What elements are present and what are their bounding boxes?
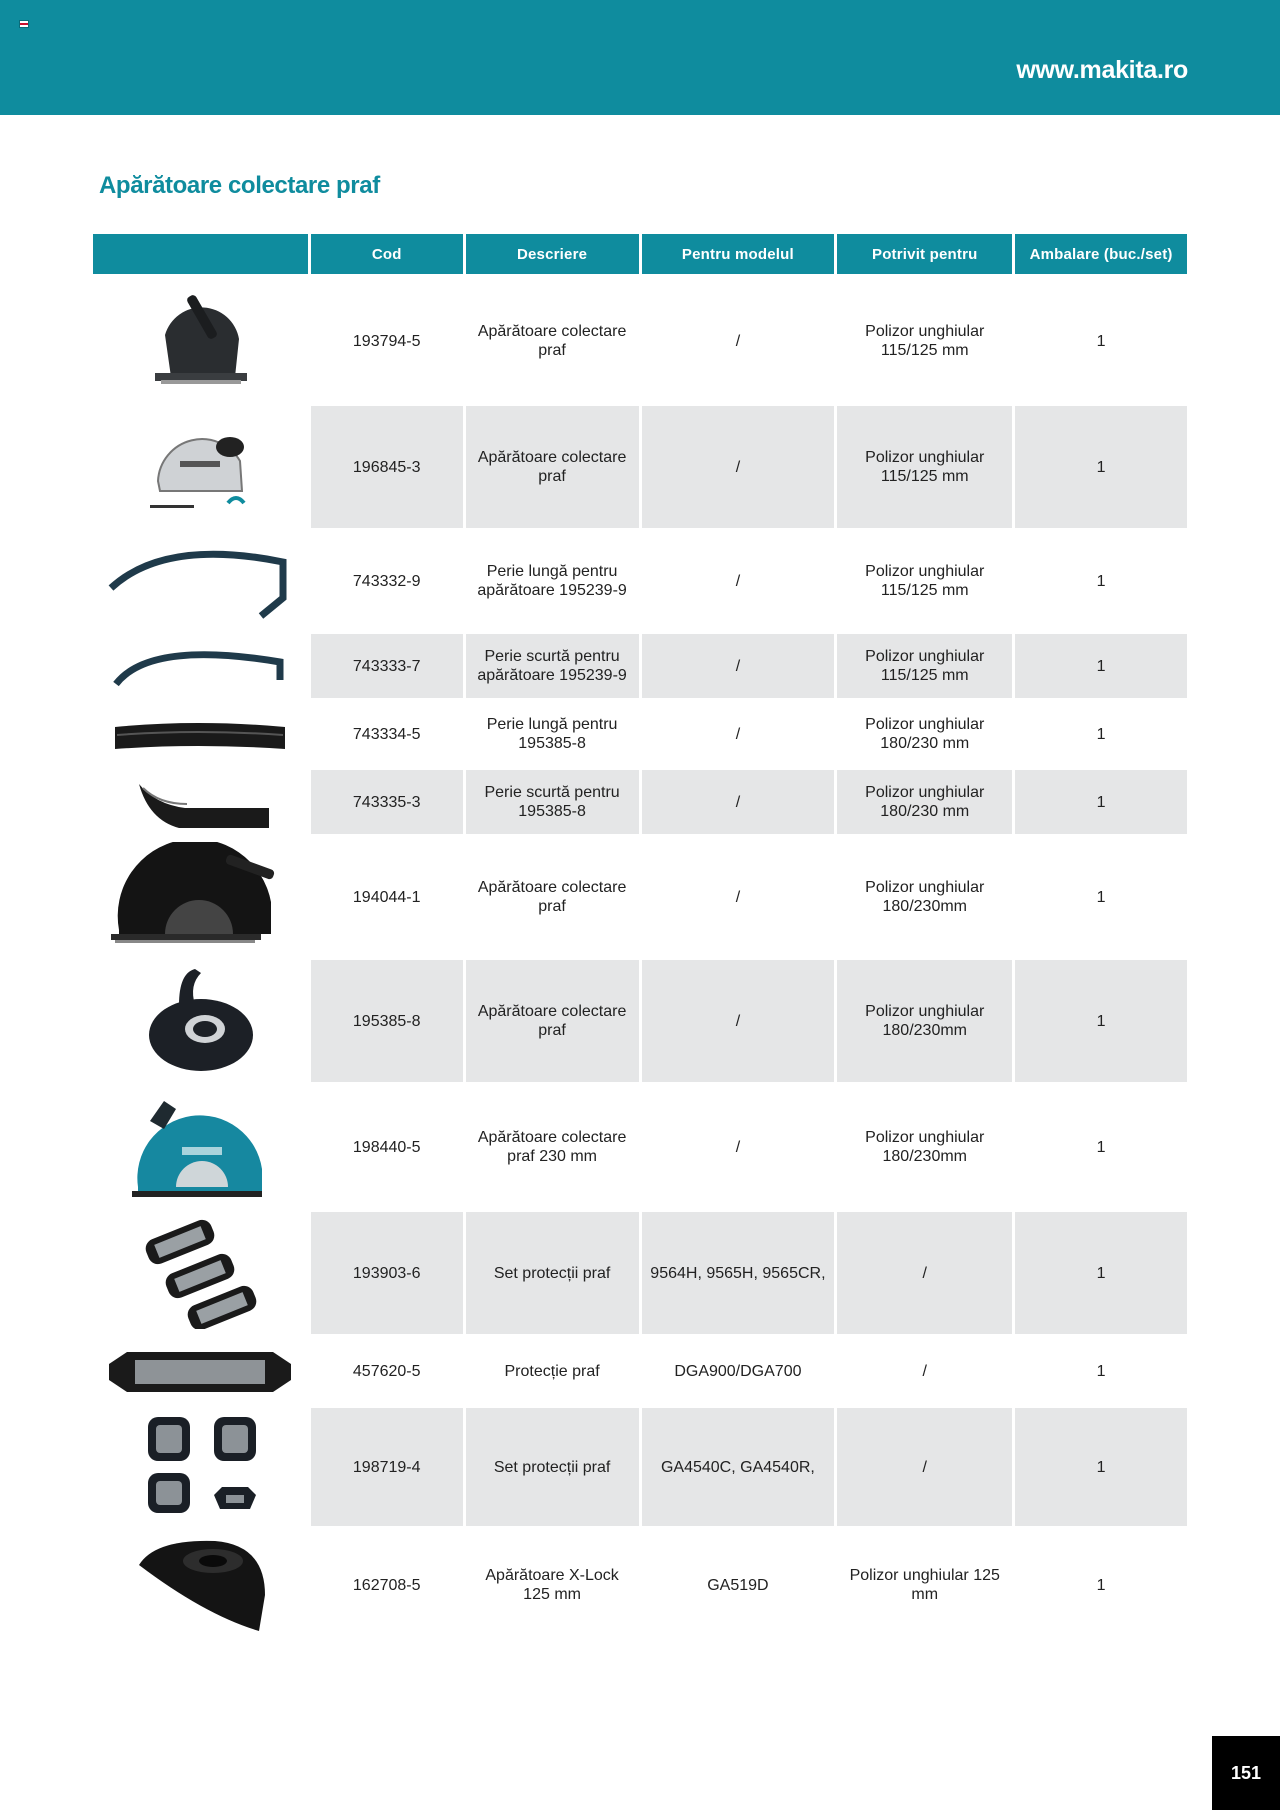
table-row	[93, 960, 1187, 1082]
short-bristle-brush-icon	[93, 770, 308, 834]
description-cell: Protecție praf	[504, 1362, 600, 1380]
model-cell: DGA900/DGA700	[674, 1362, 802, 1380]
fits-cell: Polizor unghiular 115/125 mm	[865, 323, 985, 359]
model-cell: GA519D	[707, 1576, 769, 1594]
dust-guard-makita-icon	[93, 406, 308, 528]
fits-cell: Polizor unghiular 180/230mm	[865, 879, 985, 915]
mesh-filter-set-icon	[93, 1212, 308, 1334]
code-cell: 743333-7	[311, 634, 463, 698]
description-cell: Apărătoare colectare praf	[477, 323, 627, 359]
fits-cell: /	[922, 1362, 927, 1380]
page-number: 151	[1212, 1736, 1280, 1810]
table-row	[93, 406, 1187, 528]
pack-cell: 1	[1015, 960, 1187, 1082]
description-cell: Apărătoare colectare praf 230 mm	[477, 1129, 627, 1165]
model-cell: /	[735, 572, 741, 590]
model-cell: 9564H, 9565H, 9565CR,	[642, 1212, 835, 1334]
description-cell: Perie lungă pentru 195385-8	[486, 716, 618, 752]
pack-cell: 1	[1015, 1408, 1187, 1526]
model-cell: /	[735, 725, 741, 743]
column-header-code: Cod	[311, 234, 463, 274]
code-cell: 194044-1	[352, 888, 421, 906]
code-cell: 198719-4	[311, 1408, 463, 1526]
fits-cell: Polizor unghiular 115/125 mm	[837, 406, 1012, 528]
table-row	[93, 634, 1187, 698]
pack-cell: 1	[1015, 406, 1187, 528]
dust-protection-filter-icon	[93, 1338, 308, 1404]
description-cell: Apărătoare colectare praf	[477, 879, 627, 915]
page-header	[0, 0, 1280, 115]
model-cell: /	[642, 770, 835, 834]
fits-cell: Polizor unghiular 180/230 mm	[837, 770, 1012, 834]
model-cell: GA4540C, GA4540R,	[642, 1408, 835, 1526]
table-row	[93, 280, 1187, 402]
pack-cell: 1	[1096, 572, 1106, 590]
description-cell: Apărătoare colectare praf	[466, 406, 639, 528]
code-cell: 457620-5	[352, 1362, 421, 1380]
model-cell: /	[642, 406, 835, 528]
description-cell: Perie scurtă pentru apărătoare 195239-9	[466, 634, 639, 698]
description-cell: Perie lungă pentru apărătoare 195239-9	[477, 563, 627, 599]
model-cell: /	[735, 332, 741, 350]
code-cell: 743332-9	[352, 572, 421, 590]
table-row	[93, 770, 1187, 834]
table-row	[93, 1530, 1187, 1640]
code-cell: 743334-5	[352, 725, 421, 743]
description-cell: Set protecții praf	[466, 1212, 639, 1334]
pack-cell: 1	[1015, 1212, 1187, 1334]
fits-cell: Polizor unghiular 180/230mm	[865, 1129, 985, 1165]
large-dust-guard-icon	[93, 838, 308, 956]
long-bristle-brush-icon	[93, 702, 308, 766]
dust-filter-set-icon	[93, 1408, 308, 1526]
description-cell: Apărătoare X-Lock 125 mm	[485, 1567, 619, 1603]
column-header-model: Pentru modelul	[642, 234, 835, 274]
xlock-guard-icon	[93, 1530, 308, 1640]
code-cell: 162708-5	[352, 1576, 421, 1594]
model-cell: /	[642, 634, 835, 698]
pack-cell: 1	[1096, 1138, 1106, 1156]
table-row	[93, 838, 1187, 956]
fits-cell: Polizor unghiular 115/125 mm	[865, 563, 985, 599]
description-cell: Set protecții praf	[466, 1408, 639, 1526]
column-header-pack: Ambalare (buc./set)	[1015, 234, 1187, 274]
table-row	[93, 1338, 1187, 1404]
fits-cell: /	[837, 1212, 1012, 1334]
pack-cell: 1	[1015, 634, 1187, 698]
table-header-row	[93, 234, 1187, 274]
code-cell: 195385-8	[311, 960, 463, 1082]
table-row	[93, 1086, 1187, 1208]
table-row	[93, 702, 1187, 766]
fits-cell: Polizor unghiular 180/230mm	[837, 960, 1012, 1082]
column-header-description: Descriere	[466, 234, 639, 274]
fits-cell: Polizor unghiular 115/125 mm	[837, 634, 1012, 698]
description-cell: Perie scurtă pentru 195385-8	[466, 770, 639, 834]
short-brush-strip-icon	[93, 634, 308, 698]
long-brush-strip-icon	[93, 532, 308, 630]
code-cell: 198440-5	[352, 1138, 421, 1156]
code-cell: 196845-3	[311, 406, 463, 528]
round-dust-shroud-icon	[93, 960, 308, 1082]
fits-cell: Polizor unghiular 125 mm	[849, 1567, 1000, 1603]
romania-flag-icon	[19, 20, 29, 28]
pack-cell: 1	[1015, 770, 1187, 834]
fits-cell: Polizor unghiular 180/230 mm	[865, 716, 985, 752]
column-header-fits: Potrivit pentru	[837, 234, 1012, 274]
section-title: Apărătoare colectare praf	[99, 172, 380, 199]
pack-cell: 1	[1096, 332, 1106, 350]
pack-cell: 1	[1096, 725, 1106, 743]
pack-cell: 1	[1096, 888, 1106, 906]
table-row	[93, 1408, 1187, 1526]
description-cell: Apărătoare colectare praf	[466, 960, 639, 1082]
dust-guard-small-icon	[93, 280, 308, 402]
product-table	[93, 234, 1187, 1644]
pack-cell: 1	[1096, 1362, 1106, 1380]
model-cell: /	[735, 888, 741, 906]
table-row	[93, 532, 1187, 630]
model-cell: /	[642, 960, 835, 1082]
pack-cell: 1	[1096, 1576, 1106, 1594]
teal-dust-guard-icon	[93, 1086, 308, 1208]
code-cell: 743335-3	[311, 770, 463, 834]
site-url[interactable]: www.makita.ro	[1016, 56, 1188, 84]
fits-cell: /	[837, 1408, 1012, 1526]
table-row	[93, 1212, 1187, 1334]
column-header-image	[93, 234, 308, 274]
model-cell: /	[735, 1138, 741, 1156]
code-cell: 193794-5	[352, 332, 421, 350]
code-cell: 193903-6	[311, 1212, 463, 1334]
